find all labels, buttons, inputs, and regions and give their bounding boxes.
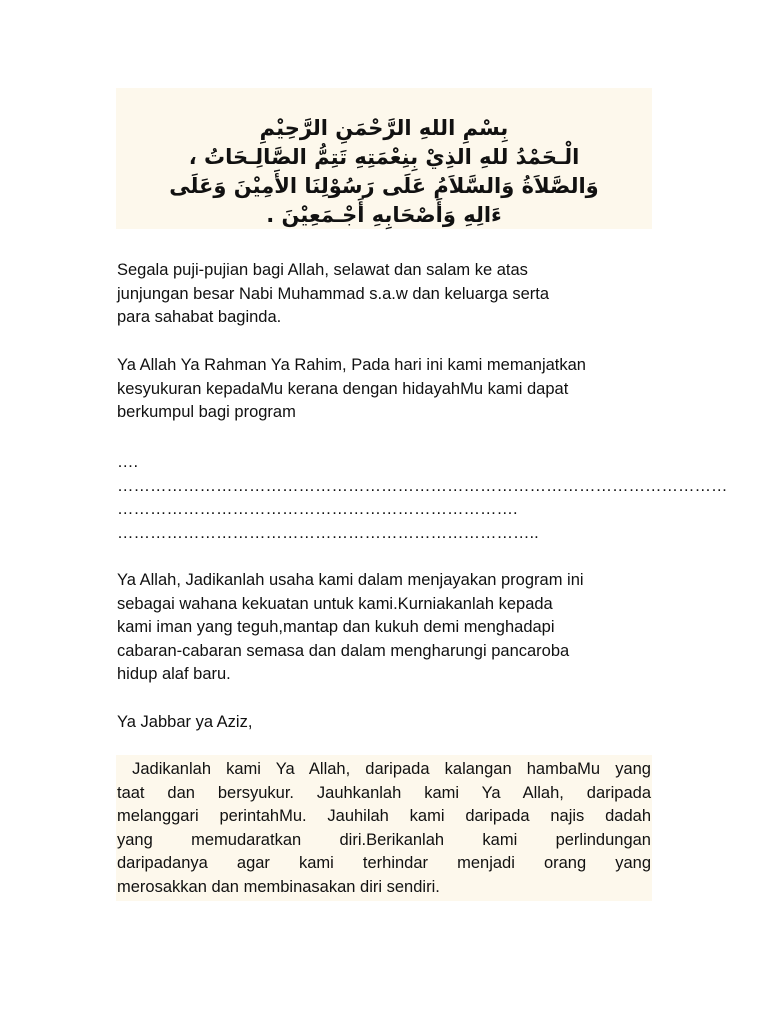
supplication-paragraph	[117, 569, 651, 687]
invocation-line	[117, 711, 651, 735]
arabic-line-companions: ءَالِهِ وَأَصْحَابِهِ أَجْـمَعِيْنَ .	[266, 203, 502, 227]
program-name-blanks	[117, 451, 728, 545]
paragraph-line: cabaran-cabaran semasa dan dalam mengharungi pancaroba	[117, 641, 570, 660]
paragraph-line: Ya Allah Ya Rahman Ya Rahim, Pada hari ini kami memanjatkan	[117, 356, 586, 374]
paragraph-line: Ya Allah, Jadikanlah usaha kami dalam menjayakan program ini	[117, 571, 584, 589]
paragraph-line: junjungan besar Nabi Muhammad s.a.w dan keluarga serta	[117, 284, 549, 303]
invocation-text: Ya Jabbar ya Aziz,	[117, 713, 253, 731]
opening-paragraph	[117, 259, 651, 330]
gratitude-paragraph	[117, 354, 651, 425]
arabic-opening-block	[116, 88, 652, 229]
paragraph-line: melanggari perintahMu. Jauhilah kami daripada najis dadah	[117, 807, 651, 825]
arabic-line-salawat: وَالصَّلاَةُ وَالسَّلاَمُ عَلَى رَسُوْلِنَا الأَمِيْنَ وَعَلَى	[169, 174, 599, 198]
paragraph-line: para sahabat baginda.	[117, 308, 282, 326]
paragraph-line: kesyukuran kepadaMu kerana dengan hidayahMu kami dapat	[117, 379, 569, 398]
paragraph-line: kami iman yang teguh,mantap dan kukuh demi menghadapi	[117, 618, 555, 636]
protection-paragraph	[116, 755, 652, 901]
paragraph-line: Jadikanlah kami Ya Allah, daripada kalangan hambaMu yang	[117, 760, 651, 778]
paragraph-line: sebagai wahana kekuatan untuk kami.Kurniakanlah kepada	[117, 594, 553, 613]
blank-line: …………………………………………………………………..	[117, 523, 539, 542]
paragraph-line: taat dan bersyukur. Jauhkanlah kami Ya Allah, daripada	[117, 783, 651, 802]
arabic-line-hamdalah: الْـحَمْدُ للهِ الذِيْ بِنِعْمَتِهِ تَتِمُّ الصَّالِـحَاتُ ،	[188, 145, 580, 169]
paragraph-line: yang memudaratkan diri.Berikanlah kami perlindungan	[117, 830, 651, 849]
paragraph-line: daripadanya agar kami terhindar menjadi orang yang	[117, 854, 651, 872]
blank-line: ….	[117, 453, 139, 471]
paragraph-line: merosakkan dan membinasakan diri sendiri.	[117, 877, 440, 896]
paragraph-line: hidup alaf baru.	[117, 665, 231, 683]
arabic-line-basmala: بِسْمِ اللهِ الرَّحْمَنِ الرَّحِيْمِ	[259, 116, 509, 140]
paragraph-line: Segala puji-pujian bagi Allah, selawat dan salam ke atas	[117, 261, 528, 279]
blank-line: ……………………………………………………………….	[117, 500, 518, 518]
blank-line: …………………………………………………………………………………………………	[117, 476, 728, 495]
paragraph-line: berkumpul bagi program	[117, 403, 296, 421]
